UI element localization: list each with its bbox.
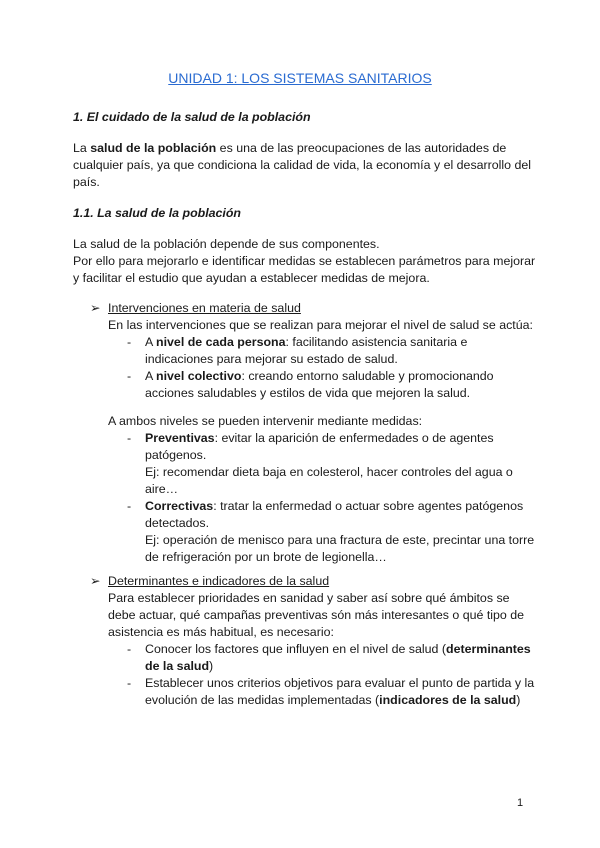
list-item bbox=[127, 368, 494, 402]
text-line: Ej: recomendar dieta baja en colesterol, hacer controles del agua o bbox=[145, 465, 513, 479]
text-line: Ej: operación de menisco para una fractura de este, precintar una torre bbox=[145, 533, 535, 547]
list-item bbox=[127, 498, 534, 566]
text-line: país. bbox=[73, 175, 100, 189]
section-1-heading: 1. El cuidado de la salud de la población bbox=[73, 110, 311, 124]
bullet-1-intro-2: A ambos niveles se pueden intervenir mediante medidas: bbox=[108, 414, 423, 428]
text-run: : creando entorno saludable y promocionando bbox=[241, 369, 494, 383]
text-line: asistencia es más habitual, es necesario: bbox=[108, 625, 334, 639]
text-line: Establecer unos criterios objetivos para evaluar el punto de partida y la bbox=[145, 676, 535, 690]
list-item bbox=[127, 430, 513, 498]
arrow-bullet-icon: ➢ bbox=[90, 574, 101, 588]
text-run: : evitar la aparición de enfermedades o de agentes bbox=[214, 431, 494, 445]
text-line: detectados. bbox=[145, 516, 210, 530]
list-item bbox=[127, 641, 531, 675]
bullet-1-intro: En las intervenciones que se realizan para mejorar el nivel de salud se actúa: bbox=[108, 318, 533, 332]
text-run: es una de las preocupaciones de las autoridades de bbox=[216, 141, 507, 155]
page-number: 1 bbox=[517, 797, 524, 809]
bold-term: Preventivas bbox=[145, 431, 215, 445]
section-1-paragraph bbox=[73, 140, 533, 191]
bold-term: de la salud bbox=[145, 659, 210, 673]
text-line: Para establecer prioridades en sanidad y saber así sobre qué ámbitos se bbox=[108, 591, 510, 605]
bold-term: nivel de cada persona bbox=[156, 335, 286, 349]
section-1-1-paragraph bbox=[73, 236, 536, 287]
text-run: : facilitando asistencia sanitaria e bbox=[285, 335, 468, 349]
text-run: Conocer los factores que influyen en el nivel de salud ( bbox=[145, 642, 446, 656]
text-line: patógenos. bbox=[145, 448, 207, 462]
dash-marker: - bbox=[127, 335, 132, 349]
arrow-bullet-icon: ➢ bbox=[90, 301, 101, 315]
text-run: La bbox=[73, 141, 91, 155]
bullet-intervenciones bbox=[90, 300, 301, 317]
dash-marker: - bbox=[127, 499, 132, 513]
text-run: : tratar la enfermedad o actuar sobre agentes patógenos bbox=[213, 499, 524, 513]
text-line: La salud de la población depende de sus componentes. bbox=[73, 237, 380, 251]
dash-marker: - bbox=[127, 369, 132, 383]
text-line: indicaciones para mejorar su estado de salud. bbox=[145, 352, 398, 366]
bold-term: indicadores de la salud bbox=[379, 693, 517, 707]
bold-term: salud de la población bbox=[90, 141, 217, 155]
text-line: y facilitar el estudio que ayudan a establecer medidas de mejora. bbox=[73, 271, 430, 285]
document-title: UNIDAD 1: LOS SISTEMAS SANITARIOS bbox=[168, 70, 432, 86]
section-1-1-heading: 1.1. La salud de la población bbox=[73, 206, 242, 220]
bullet-label: Intervenciones en materia de salud bbox=[108, 301, 301, 315]
bullet-2-intro bbox=[108, 590, 524, 641]
text-run: ) bbox=[516, 693, 521, 707]
list-item bbox=[127, 334, 467, 368]
dash-marker: - bbox=[127, 642, 132, 656]
dash-marker: - bbox=[127, 676, 132, 690]
list-item bbox=[127, 675, 534, 709]
dash-marker: - bbox=[127, 431, 132, 445]
bold-term: nivel colectivo bbox=[156, 369, 242, 383]
bullet-determinantes bbox=[90, 573, 329, 590]
bold-term: Correctivas bbox=[145, 499, 214, 513]
text-run: ) bbox=[209, 659, 214, 673]
text-run: A bbox=[145, 369, 157, 383]
text-line: acciones saludables y estilos de vida que mejoren la salud. bbox=[145, 386, 471, 400]
bullet-label: Determinantes e indicadores de la salud bbox=[108, 574, 330, 588]
text-line: aire… bbox=[145, 482, 179, 496]
text-line: de refrigeración por un brote de legionella… bbox=[145, 550, 387, 564]
text-line: debe actuar, qué campañas preventivas són más interesantes o qué tipo de bbox=[108, 608, 525, 622]
bold-term: determinantes bbox=[446, 642, 531, 656]
text-line: Por ello para mejorarlo e identificar medidas se establecen parámetros para mejorar bbox=[73, 254, 536, 268]
text-line: cualquier país, ya que condiciona la calidad de vida, la economía y el desarrollo del bbox=[73, 158, 532, 172]
text-run: A bbox=[145, 335, 157, 349]
text-run: evolución de las medidas implementadas ( bbox=[145, 693, 380, 707]
